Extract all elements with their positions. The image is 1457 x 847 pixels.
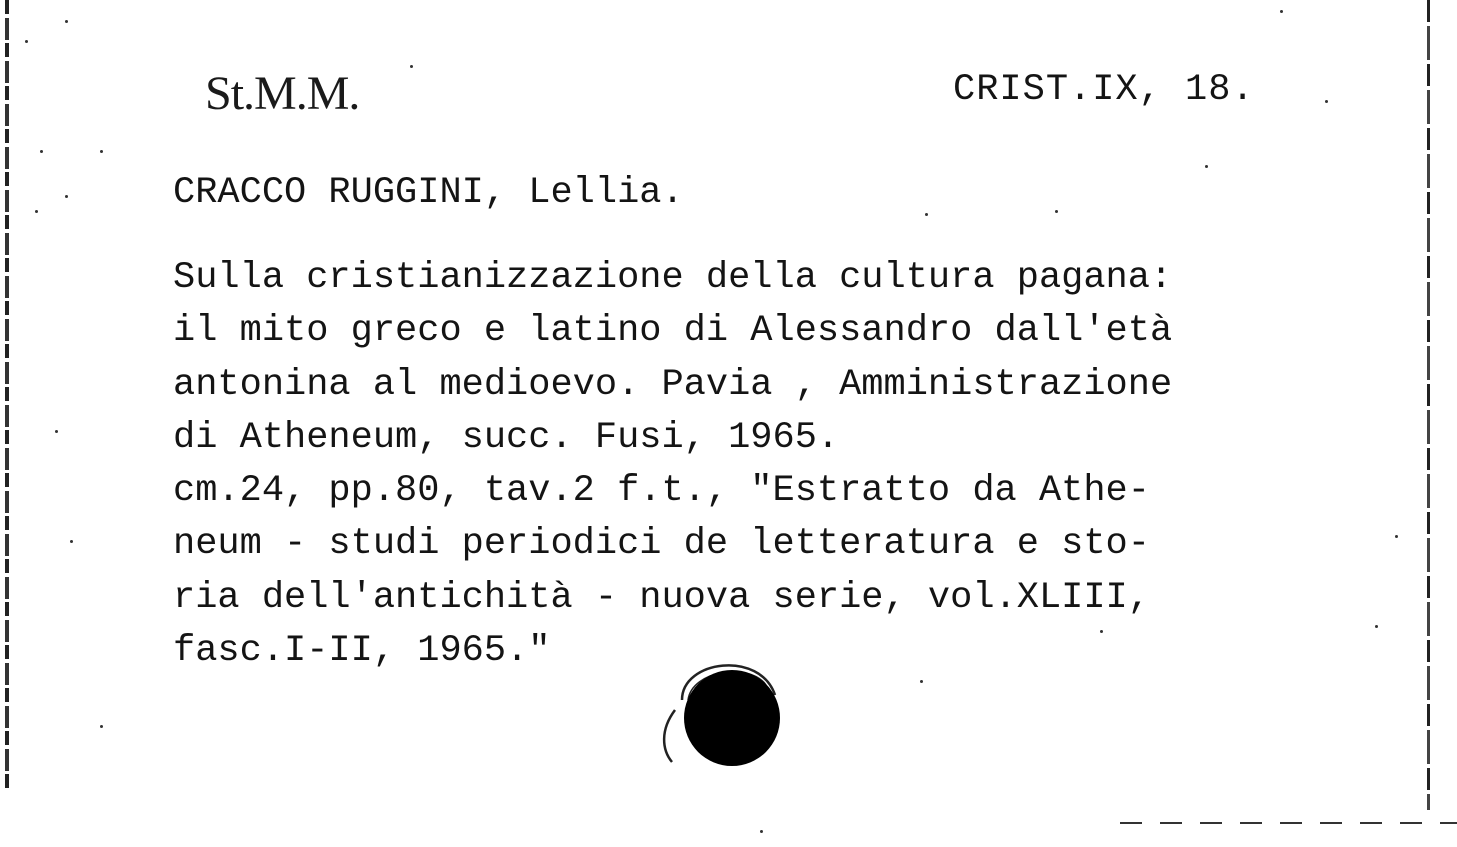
paper-speck [925,213,928,216]
paper-speck [1280,10,1283,13]
description-line: ria dell'antichità - nuova serie, vol.XLIII, [173,576,1150,619]
description-line: di Atheneum, succ. Fusi, 1965. [173,416,840,459]
card-bottom-edge [1120,822,1457,824]
author-name: CRACCO RUGGINI, Lellia. [173,172,684,214]
paper-speck [55,430,58,433]
collocation-number: CRIST.IX, 18. [953,69,1255,111]
paper-speck [65,20,68,23]
paper-speck [70,540,73,543]
paper-speck [920,680,923,683]
paper-speck [100,150,103,153]
paper-speck [65,195,68,198]
description-line: Sulla cristianizzazione della cultura pagana: [173,257,1173,299]
description-line: antonina al medioevo. Pavia , Amministrazione [173,363,1173,406]
description-line: cm.24, pp.80, tav.2 f.t., "Estratto da Athe- [173,470,1150,513]
card-left-edge [5,0,9,790]
paper-speck [760,830,763,833]
paper-speck [100,725,103,728]
paper-speck [410,65,413,68]
paper-speck [1395,535,1398,538]
description-line: neum - studi periodici de letteratura e sto- [173,523,1150,566]
paper-speck [1055,210,1058,213]
paper-speck [35,210,38,213]
paper-speck [1205,165,1208,168]
description-line: fasc.I-II, 1965." [173,630,551,673]
paper-speck [40,150,43,153]
description-line: il mito greco e latino di Alessandro dall'età [173,310,1173,353]
punch-hole-icon [650,640,800,780]
paper-speck [1100,630,1103,633]
bibliographic-description [173,252,1172,678]
shelfmark: St.M.M. [205,67,360,120]
paper-speck [1375,625,1378,628]
paper-speck [1325,100,1328,103]
card-right-edge [1427,0,1430,810]
paper-speck [25,40,28,43]
